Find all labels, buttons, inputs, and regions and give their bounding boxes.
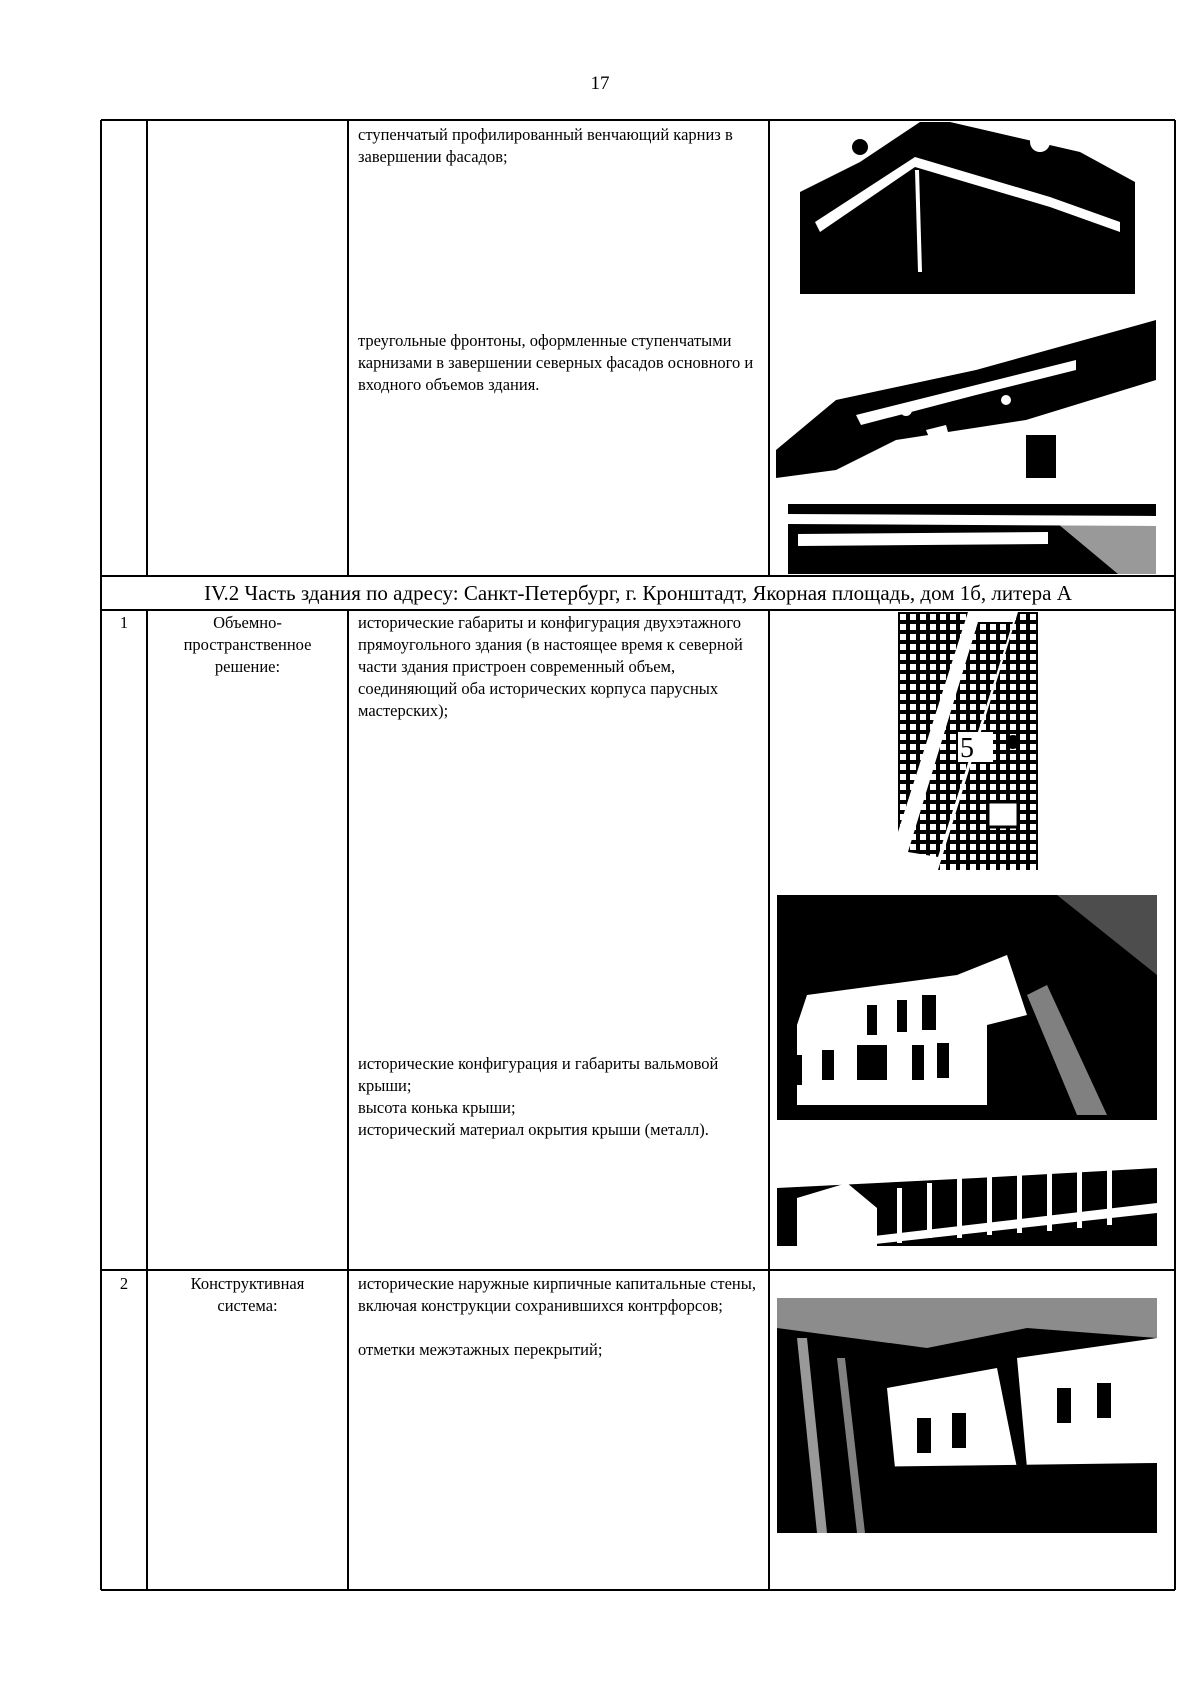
paragraph: высота конька крыши; [358,1098,516,1117]
page-number: 17 [590,73,610,94]
paragraph: отметки межэтажных перекрытий; [358,1340,603,1359]
paragraph: ступенчатый профилированный венчающий карниз в завершении фасадов; [358,125,733,166]
svg-text:5: 5 [960,733,974,764]
row-number: 2 [119,1274,129,1293]
row-name: Объемно-пространственное решение: [183,613,312,676]
paragraph: исторический материал окрытия крыши (металл). [358,1120,709,1139]
pediment-photo [776,320,1156,478]
section-header: IV.2 Часть здания по адресу: Санкт-Петербург, г. Кронштадт, Якорная площадь, дом 1б, литера А [204,581,1072,605]
row-1-text-b [358,1053,758,1141]
brick-walls-photo [777,1298,1157,1533]
roof-fence-photo [777,1148,1157,1246]
paragraph: исторические конфигурация и габариты вальмовой крыши; [358,1054,719,1095]
paragraph: исторические наружные кирпичные капитальные стены, включая конструкции сохранившихся контрфорсов; [358,1274,756,1315]
paragraph: исторические габариты и конфигурация двухэтажного прямоугольного здания (в настоящее время к северной части здания пристроен современный объем, соединяющий оба исторических корпуса парусных мастерских); [358,613,743,720]
cornice-photo [800,122,1135,294]
paragraph: треугольные фронтоны, оформленные ступенчатыми карнизами в завершении северных фасадов основного и входного объемов здания. [358,331,754,394]
building-facade-photo [777,895,1157,1120]
row-1-text-a [358,612,758,722]
continuation-text-1 [358,124,758,168]
continuation-text-2 [358,330,758,396]
cornice-detail-photo [788,504,1156,574]
site-plan-map [898,612,1038,870]
row-number: 1 [119,613,129,632]
row-name: Конструктивная система: [190,1274,305,1315]
row-2-text [358,1273,758,1361]
